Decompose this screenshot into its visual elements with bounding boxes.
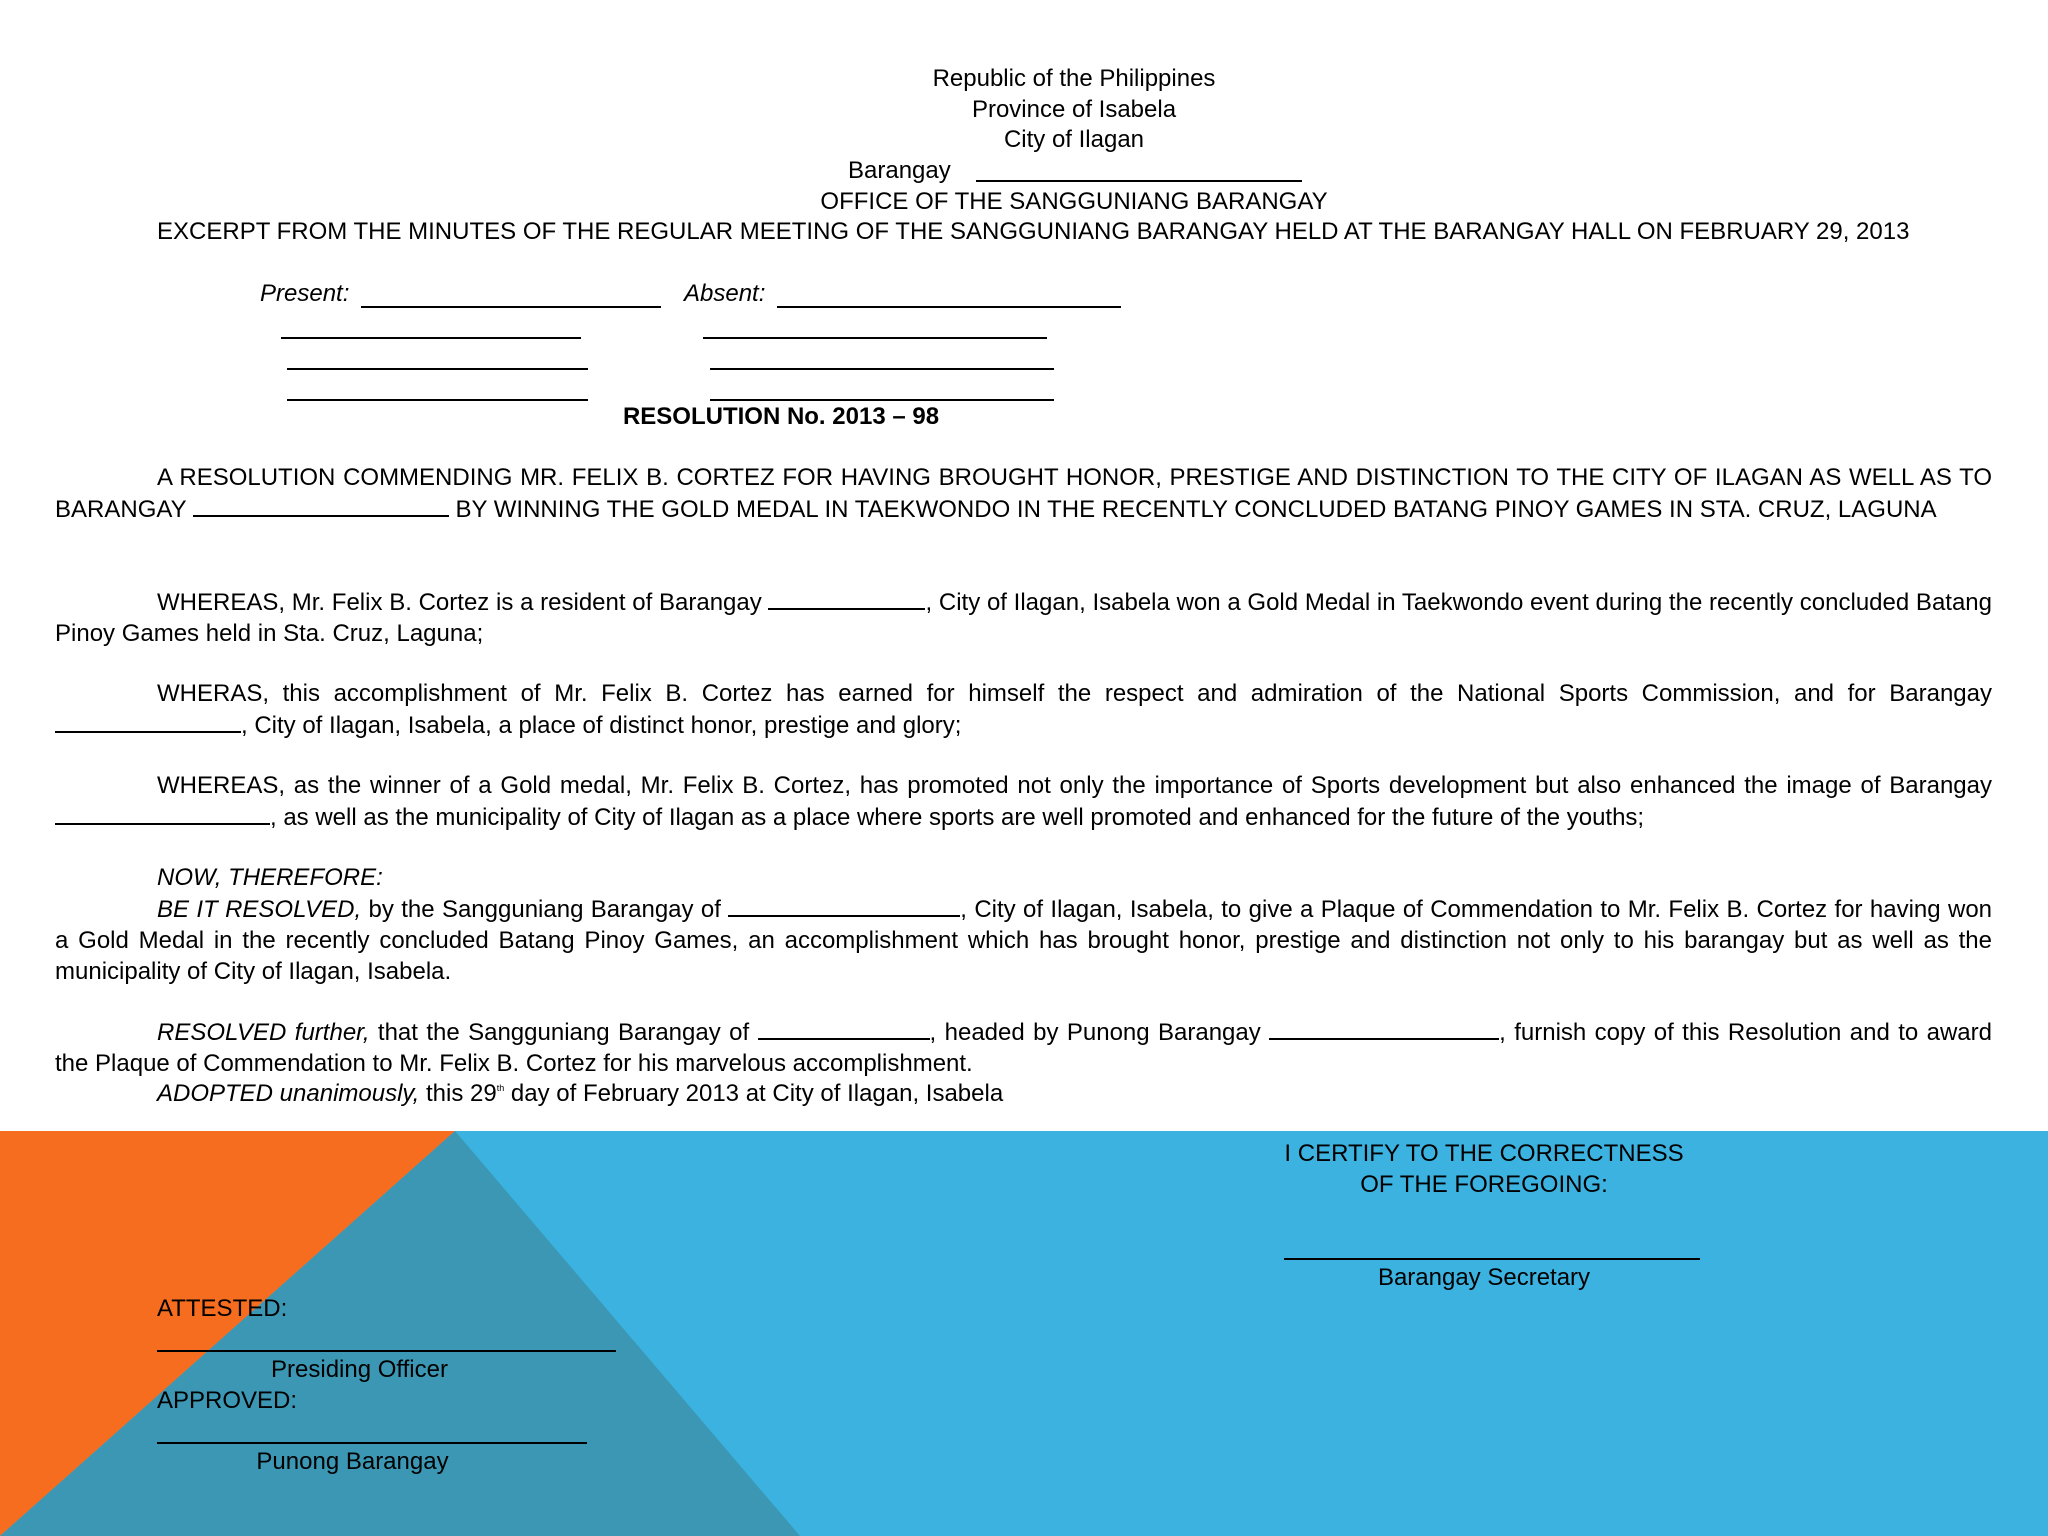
presiding-officer-role: Presiding Officer: [271, 1356, 448, 1383]
excerpt-paragraph: EXCERPT FROM THE MINUTES OF THE REGULAR MEETING OF THE SANGGUNIANG BARANGAY HELD AT THE BARANGAY HALL ON FEBRUARY 29, 2013: [157, 218, 1910, 245]
resolved-further: RESOLVED further, that the Sangguniang Barangay of , headed by Punong Barangay , furnish copy of this Resolution and to award the Plaque of Commendation to Mr. Felix B. Cortez for his marvelous accomplishment.: [55, 1016, 1992, 1079]
attested-label: ATTESTED:: [157, 1295, 288, 1322]
resolution-number: RESOLUTION No. 2013 – 98: [622, 403, 940, 430]
whereas-2: WHERAS, this accomplishment of Mr. Felix B. Cortez has earned for himself the respect and admiration of the National Sports Commission, and for Barangay , City of Ilagan, Isabela, a place of distinct honor, prestige and glory;: [55, 678, 1992, 741]
header-barangay-blank: [976, 180, 1302, 182]
absent-label: Absent:: [684, 280, 766, 307]
certify-line-1: I CERTIFY TO THE CORRECTNESS: [1284, 1140, 1684, 1167]
absent-blank-1: [777, 306, 1121, 308]
present-blank-2: [281, 337, 581, 339]
present-blank-3: [287, 368, 588, 370]
resolution-title: A RESOLUTION COMMENDING MR. FELIX B. CORTEZ FOR HAVING BROUGHT HONOR, PRESTIGE AND DISTINCTION TO THE CITY OF ILAGAN AS WELL AS TO BARANGAY BY WINNING THE GOLD MEDAL IN TAEKWONDO IN THE RECENTLY CONCLUDED BATANG PINOY GAMES IN STA. CRUZ, LAGUNA: [55, 464, 1992, 523]
present-blank-1: [361, 306, 661, 308]
header-republic: Republic of the Philippines: [932, 65, 1216, 92]
present-label: Present:: [260, 280, 350, 307]
punong-signature-line: [157, 1442, 587, 1444]
whereas-1: WHEREAS, Mr. Felix B. Cortez is a resident of Barangay , City of Ilagan, Isabela won a Gold Medal in Taekwondo event during the recently concluded Batang Pinoy Games held in Sta. Cruz, Laguna;: [55, 586, 1992, 649]
now-therefore: NOW, THEREFORE:: [157, 864, 383, 891]
adopted-line: ADOPTED unanimously, this 29th day of February 2013 at City of Ilagan, Isabela: [157, 1080, 1004, 1107]
header-province: Province of Isabela: [971, 96, 1177, 123]
approved-label: APPROVED:: [157, 1387, 298, 1414]
presiding-signature-line: [157, 1350, 616, 1352]
header-city: City of Ilagan: [1003, 126, 1145, 153]
absent-blank-2: [703, 337, 1047, 339]
whereas-3: WHEREAS, as the winner of a Gold medal, Mr. Felix B. Cortez, has promoted not only the importance of Sports development but also enhanced the image of Barangay , as well as the municipality of City of Ilagan as a place where sports are well promoted and enhanced for the future of the youths;: [55, 770, 1992, 833]
secretary-role: Barangay Secretary: [1377, 1264, 1591, 1291]
secretary-signature-line: [1284, 1258, 1700, 1260]
certify-line-2: OF THE FOREGOING:: [1360, 1171, 1608, 1198]
absent-blank-3: [710, 368, 1054, 370]
punong-barangay-role: Punong Barangay: [256, 1448, 449, 1475]
header-office: OFFICE OF THE SANGGUNIANG BARANGAY: [820, 188, 1328, 215]
header-barangay-label: Barangay: [848, 157, 951, 184]
be-it-resolved: BE IT RESOLVED, by the Sangguniang Barangay of , City of Ilagan, Isabela, to give a Plaque of Commendation to Mr. Felix B. Cortez for having won a Gold Medal in the recently concluded Batang Pinoy Games, an accomplishment which has brought honor, prestige and distinction not only to his barangay but as well as the municipality of City of Ilagan, Isabela.: [55, 893, 1992, 987]
